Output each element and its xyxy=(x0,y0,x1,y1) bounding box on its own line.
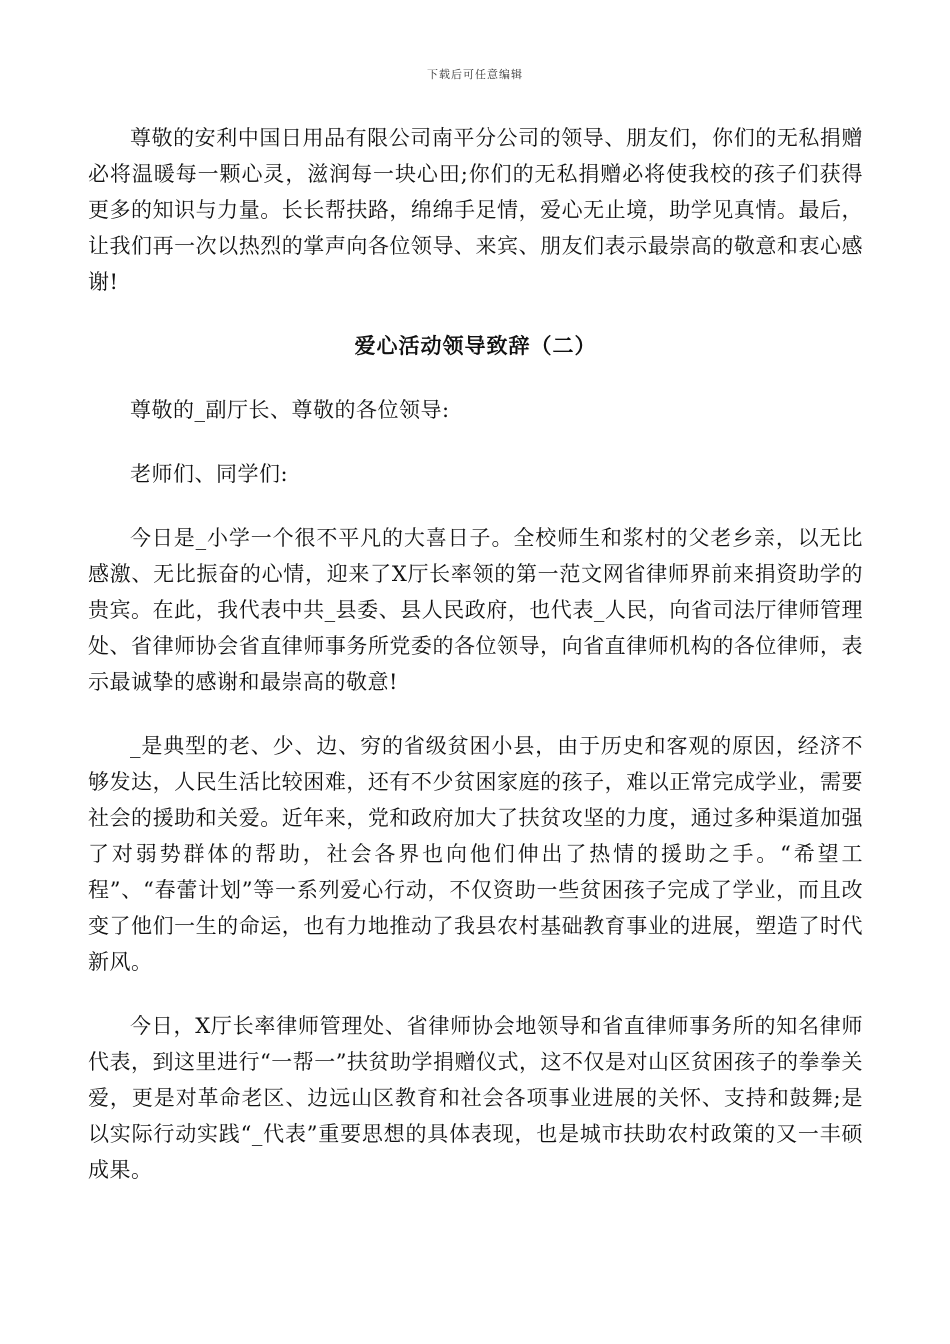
salutation-leaders: 尊敬的_副厅长、尊敬的各位领导: xyxy=(130,398,450,422)
page-header: 下载后可任意编辑 xyxy=(427,68,523,81)
document-body xyxy=(88,120,863,1188)
salutation-teachers: 老师们、同学们: xyxy=(130,462,289,486)
body-paragraph: _是典型的老、少、边、穷的省级贫困小县，由于历史和客观的原因，经济不够发达，人民生活比较困难，还有不少贫困家庭的孩子，难以正常完成学业，需要社会的援助和关爱。近年来，党和政府加大了扶贫攻坚的力度，通过多种渠道加强了对弱势群体的帮助，社会各界也向他们伸出了热情的援助之手。“希望工程”、“春蕾计划”等一系列爱心行动，不仅资助一些贫困孩子完成了学业，而且改变了他们一生的命运，也有力地推动了我县农村基础教育事业的进展，塑造了时代新风。 xyxy=(88,734,863,974)
section-title: 爱心活动领导致辞（二） xyxy=(354,334,597,358)
body-paragraph: 今日是_小学一个很不平凡的大喜日子。全校师生和浆村的父老乡亲，以无比感激、无比振奋的心情，迎来了X厅长率领的第一范文网省律师界前来捐资助学的贵宾。在此，我代表中共_县委、县人民政府，也代表_人民，向省司法厅律师管理处、省律师协会省直律师事务所党委的各位领导，向省直律师机构的各位律师，表示最诚挚的感谢和最崇高的敬意! xyxy=(88,526,863,694)
body-paragraph: 今日，X厅长率律师管理处、省律师协会地领导和省直律师事务所的知名律师代表，到这里进行“一帮一”扶贫助学捐赠仪式，这不仅是对山区贫困孩子的拳拳关爱，更是对革命老区、边远山区教育和社会各项事业进展的关怀、支持和鼓舞;是以实际行动实践“_代表”重要思想的具体表现，也是城市扶助农村政策的又一丰硕成果。 xyxy=(88,1014,863,1182)
closing-paragraph: 尊敬的安利中国日用品有限公司南平分公司的领导、朋友们，你们的无私捐赠必将温暖每一颗心灵，滋润每一块心田;你们的无私捐赠必将使我校的孩子们获得更多的知识与力量。长长帮扶路，绵绵手足情，爱心无止境，助学见真情。最后，让我们再一次以热烈的掌声向各位领导、来宾、朋友们表示最崇高的敬意和衷心感谢! xyxy=(88,126,863,294)
